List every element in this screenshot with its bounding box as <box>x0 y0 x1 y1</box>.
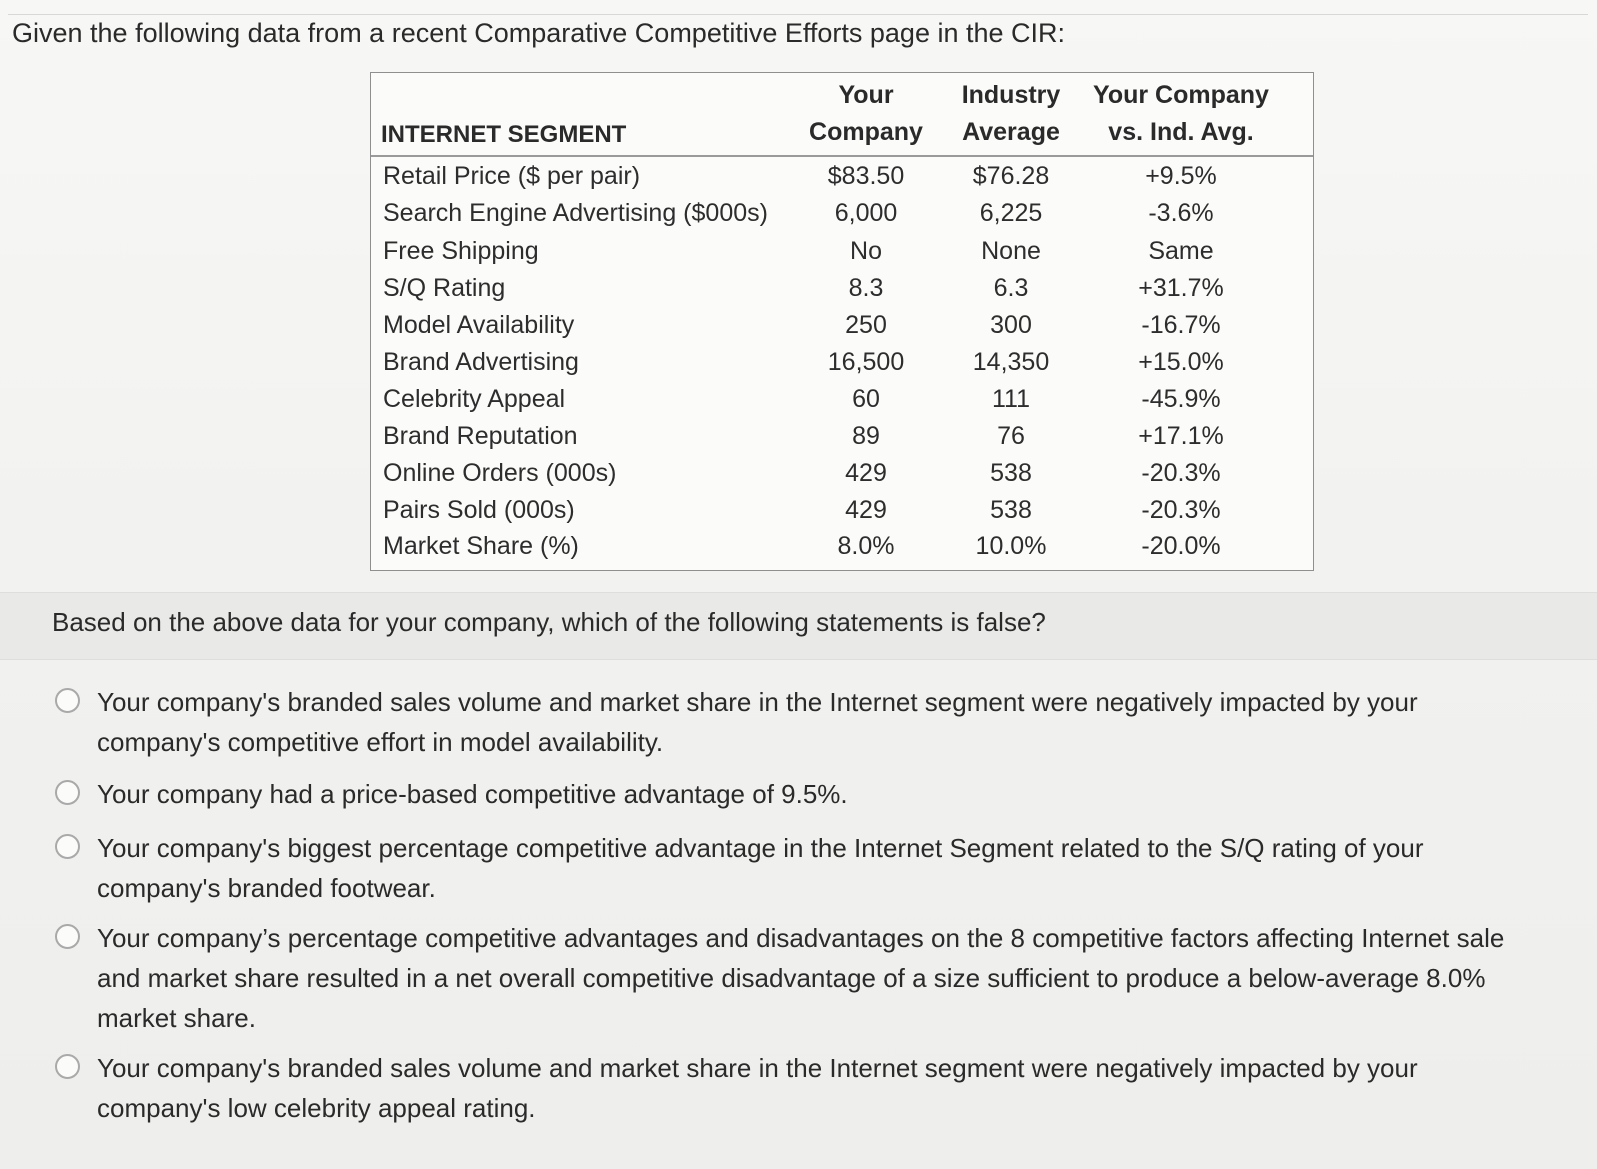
option-text-line: company's low celebrity appeal rating. <box>97 1093 536 1123</box>
vs-average-value: +15.0% <box>1138 348 1224 376</box>
col-header-line: Company <box>809 118 923 146</box>
your-company-value: 16,500 <box>827 348 905 376</box>
answer-option[interactable] <box>55 1048 1597 1128</box>
row-label: Pairs Sold (000s) <box>383 496 575 524</box>
your-company-value: 8.0% <box>837 532 895 560</box>
option-text-line: Your company's branded sales volume and market share in the Internet segment were negatively impacted by your <box>97 687 1418 717</box>
option-text-line: Your company's branded sales volume and market share in the Internet segment were negatively impacted by your <box>97 1053 1418 1083</box>
vs-average-value: -20.0% <box>1141 532 1221 560</box>
industry-average-value: 300 <box>990 311 1032 339</box>
option-text-line: Your company’s percentage competitive advantages and disadvantages on the 8 competitive factors affecting Internet sale <box>97 923 1505 953</box>
question-text: Based on the above data for your company, which of the following statements is false? <box>52 607 1046 637</box>
option-text-line: company's branded footwear. <box>97 873 436 903</box>
vs-average-value: -20.3% <box>1141 496 1221 524</box>
option-text <box>97 682 1597 762</box>
vs-average-value: -16.7% <box>1141 311 1221 339</box>
option-text-line: Your company's biggest percentage competitive advantage in the Internet Segment related to the S/Q rating of your <box>97 833 1424 863</box>
vs-average-value: +31.7% <box>1138 274 1224 302</box>
option-text-line: and market share resulted in a net overall competitive disadvantage of a size sufficient to produce a below-average 8.0% <box>97 963 1486 993</box>
question-band <box>0 592 1597 660</box>
industry-average-value: None <box>981 237 1041 265</box>
answer-option[interactable] <box>55 682 1597 762</box>
radio-button[interactable] <box>55 1054 80 1079</box>
your-company-value: 429 <box>845 459 887 487</box>
table-row <box>371 455 1313 492</box>
vs-average-value: +17.1% <box>1138 422 1224 450</box>
industry-average-value: 14,350 <box>972 348 1050 376</box>
vs-average-value: -45.9% <box>1141 385 1221 413</box>
col-header-line: vs. Ind. Avg. <box>1108 118 1254 146</box>
radio-button[interactable] <box>55 924 80 949</box>
table-row <box>371 381 1313 418</box>
col-header-your-company <box>791 77 941 151</box>
header-divider <box>371 155 1313 157</box>
row-label: Brand Reputation <box>383 422 578 450</box>
industry-average-value: 538 <box>990 459 1032 487</box>
your-company-value: No <box>850 237 882 265</box>
answer-option[interactable] <box>55 828 1597 908</box>
segment-header: INTERNET SEGMENT <box>381 121 627 148</box>
table-row <box>371 195 1313 232</box>
vs-average-value: -20.3% <box>1141 459 1221 487</box>
row-label: Celebrity Appeal <box>383 385 566 413</box>
your-company-value: $83.50 <box>827 162 905 190</box>
row-label: Retail Price ($ per pair) <box>383 162 641 190</box>
industry-average-value: 10.0% <box>975 532 1047 560</box>
industry-average-value: 76 <box>997 422 1025 450</box>
your-company-value: 429 <box>845 496 887 524</box>
option-text-line: market share. <box>97 1003 256 1033</box>
industry-average-value: 6,225 <box>979 199 1043 227</box>
option-text <box>97 774 1597 814</box>
col-header-vs-average <box>1081 77 1281 151</box>
answer-option[interactable] <box>55 918 1597 1038</box>
industry-average-value: 111 <box>991 385 1030 413</box>
table-row <box>371 307 1313 344</box>
option-text <box>97 828 1597 908</box>
radio-button[interactable] <box>55 688 80 713</box>
radio-button[interactable] <box>55 834 80 859</box>
table-row <box>371 344 1313 381</box>
row-label: Model Availability <box>383 311 575 339</box>
row-label: S/Q Rating <box>383 274 506 302</box>
answer-option[interactable] <box>55 774 1597 814</box>
row-label: Market Share (%) <box>383 532 579 560</box>
cir-data-table <box>370 72 1314 571</box>
radio-button[interactable] <box>55 780 80 805</box>
your-company-value: 60 <box>852 385 880 413</box>
table-row <box>371 492 1313 529</box>
option-text-line: company's competitive effort in model availability. <box>97 727 664 757</box>
col-header-line: Average <box>962 118 1060 146</box>
row-label: Brand Advertising <box>383 348 579 376</box>
industry-average-value: 538 <box>990 496 1032 524</box>
col-header-line: Your Company <box>1093 81 1269 109</box>
industry-average-value: 6.3 <box>993 274 1029 302</box>
table-row <box>371 158 1313 195</box>
vs-average-value: Same <box>1148 237 1214 265</box>
industry-average-value: $76.28 <box>972 162 1050 190</box>
vs-average-value: -3.6% <box>1148 199 1214 227</box>
table-row <box>371 418 1313 455</box>
your-company-value: 250 <box>845 311 887 339</box>
col-header-line: Your <box>838 81 894 109</box>
table-row <box>371 270 1313 307</box>
your-company-value: 8.3 <box>848 274 884 302</box>
col-header-industry-average <box>936 77 1086 151</box>
your-company-value: 6,000 <box>834 199 898 227</box>
your-company-value: 89 <box>852 422 880 450</box>
row-label: Online Orders (000s) <box>383 459 617 487</box>
top-divider <box>8 14 1588 15</box>
col-header-line: Industry <box>961 81 1061 109</box>
option-text-line: Your company had a price-based competitive advantage of 9.5%. <box>97 779 848 809</box>
vs-average-value: +9.5% <box>1145 162 1217 190</box>
option-text <box>97 1048 1597 1128</box>
row-label: Search Engine Advertising ($000s) <box>383 199 768 227</box>
table-row <box>371 528 1313 565</box>
table-row <box>371 233 1313 270</box>
option-text <box>97 918 1597 1038</box>
intro-text: Given the following data from a recent Comparative Competitive Efforts page in the CIR: <box>12 18 1066 48</box>
row-label: Free Shipping <box>383 237 539 265</box>
